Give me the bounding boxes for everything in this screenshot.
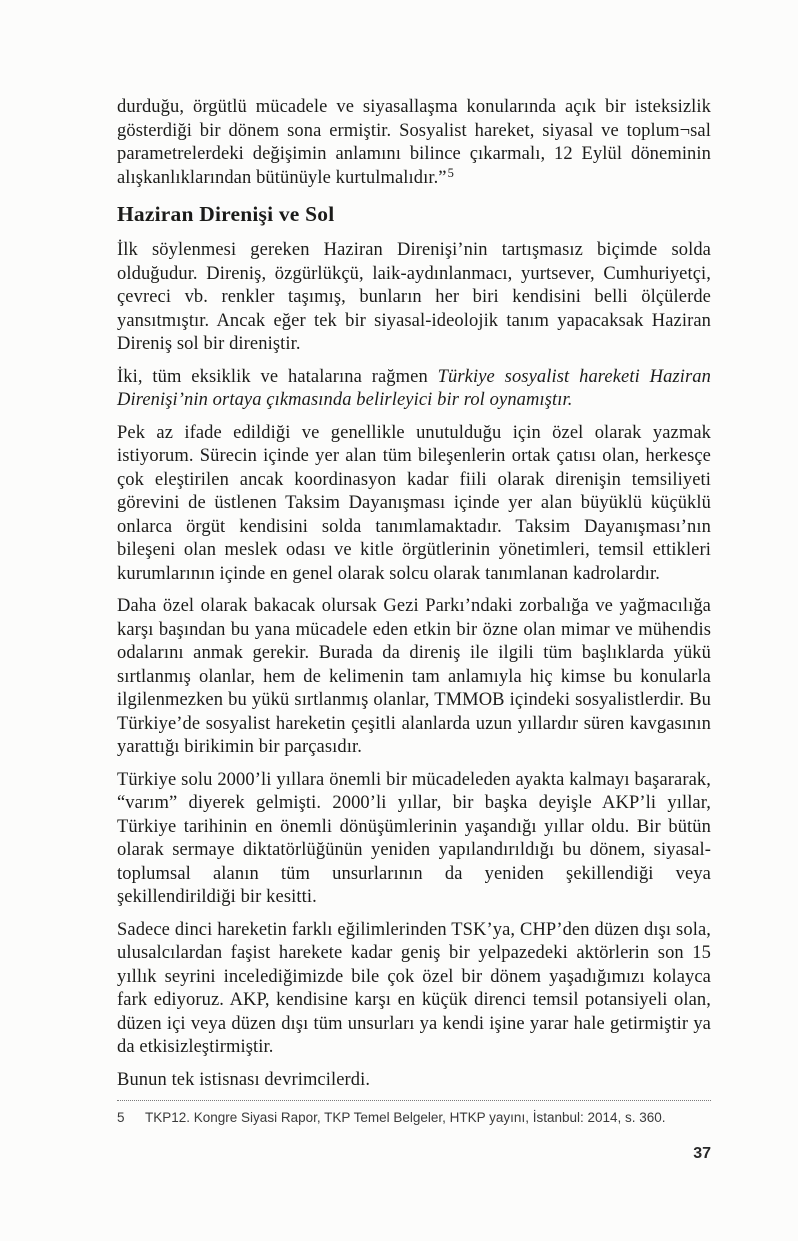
paragraph-text-italic: Türkiye sosyalist hareketi Haziran Direnişi’nin ortaya çıkmasında belirleyici bir rol oynamıştır. [117, 366, 712, 410]
paragraph-solda [117, 239, 711, 357]
paragraph-text: Sadece dinci hareketin farklı eğilimlerinden TSK’ya, CHP’den düzen dışı sola, ulusalcılardan faşist harekete kadar geniş bir yelpazedeki aktörlerin son 15 yıllık seyrini incelediğimizde bile çok özel bir dönem yaşadığımızı kolayca fark ediyoruz. AKP, kendisine karşı en küçük direnci temsil potansiyeli olan, düzen içi veya düzen dışı tüm unsurları ya kendi işine yarar hale getirmiştir ya da etkisizleştirmiştir. [117, 919, 711, 1057]
footnote-text: TKP12. Kongre Siyasi Rapor, TKP Temel Belgeler, HTKP yayını, İstanbul: 2014, s. 360. [145, 1110, 666, 1125]
footnote-block [117, 1100, 711, 1126]
paragraph-text: Türkiye solu 2000’li yıllara önemli bir mücadeleden ayakta kalmayı başararak, “varım” diyerek gelmişti. 2000’li yıllar, bir başka deyişle AKP’li yıllar, Türkiye tarihinin en önemli dönüşümlerinin yaşandığı yıllar oldu. Bir bütün olarak sermaye diktatörlüğünün yeniden yapılandırıldığı bu dönem, siyasal-toplumsal alanın tüm unsurlarının da yeniden şekillendiği veya şekillendirildiği bir kesitti. [117, 769, 711, 907]
footnote-ref-marker: 5 [447, 165, 454, 180]
paragraph-text-regular: İki, tüm eksiklik ve hatalarına rağmen [117, 366, 438, 387]
section-heading: Haziran Direnişi ve Sol [117, 202, 335, 226]
paragraph-text: durduğu, örgütlü mücadele ve siyasallaşma konularında açık bir isteksizlik gösterdiği bir dönem sona ermiştir. Sosyalist hareket, siyasal ve toplum¬sal parametrelerdeki değişimin anlamını bilince çıkarmalı, 12 Eylül döneminin alışkanlıklarından bütünüyle kurtulmalıdır.” [117, 97, 711, 188]
paragraph-akp [117, 919, 711, 1060]
paragraph-text: İlk söylenmesi gereken Haziran Direnişi’nin tartışmasız biçimde solda olduğudur. Direniş, özgürlükçü, laik-aydınlanmacı, yurtsever, Cumhuriyetçi, çevreci vb. renkler taşımış, bunların her biri kendisini belli ölçülerde yansıtmıştır. Ancak eğer tek bir siyasal-ideolojik tanım yapacaksak Haziran Direniş sol bir direniştir. [117, 240, 711, 354]
footnote [117, 1101, 711, 1126]
page-number: 37 [693, 1145, 711, 1162]
paragraph-iki [117, 366, 711, 413]
paragraph-text: Bunun tek istisnası devrimcilerdi. [117, 1069, 371, 1090]
paragraph-continuation [117, 96, 711, 190]
paragraph-text: Pek az ifade edildiği ve genellikle unutulduğu için özel olarak yazmak istiyorum. Sürecin içinde yer alan tüm bileşenlerin ortak çatısı olan, herkesçe çok eleştirilen ancak koordinasyon kadar fiili olarak direnişin temsiliyeti görevini de üstlenen Taksim Dayanışması içinde yer alan büyüklü küçüklü onlarca örgüt kendisini solda tanımlamaktadır. Taksim Dayanışması’nın bileşeni olan meslek odası ve kitle örgütlerinin yönetimleri, temsil ettikleri kurumlarının içinde en genel olarak solcu olarak tanımlanan kadrolardır. [117, 422, 711, 584]
paragraph-2000ler [117, 769, 711, 910]
paragraph-tmmob [117, 595, 711, 760]
footnote-number: 5 [117, 1110, 125, 1125]
paragraph-istisna [117, 1069, 711, 1093]
paragraph-taksim [117, 422, 711, 587]
text-block [117, 96, 711, 1101]
paragraph-text: Daha özel olarak bakacak olursak Gezi Parkı’ndaki zorbalığa ve yağmacılığa karşı başından bu yana mücadele eden etkin bir özne olan mimar ve mühendis odalarını anmak gerekir. Burada da direniş ile ilgili tüm başlıklarda yükü sırtlanmış olanlar, hem de kelimenin tam anlamıyla hiç kimse bu konularla ilgilenmezken bu yükü sırtlanmış olanlar, TMMOB içindeki sosyalistlerdir. Bu Türkiye’de sosyalist hareketin çeşitli alanlarda uzun yıllardır süren kavgasının yarattığı birikimin bir parçasıdır. [117, 596, 711, 757]
